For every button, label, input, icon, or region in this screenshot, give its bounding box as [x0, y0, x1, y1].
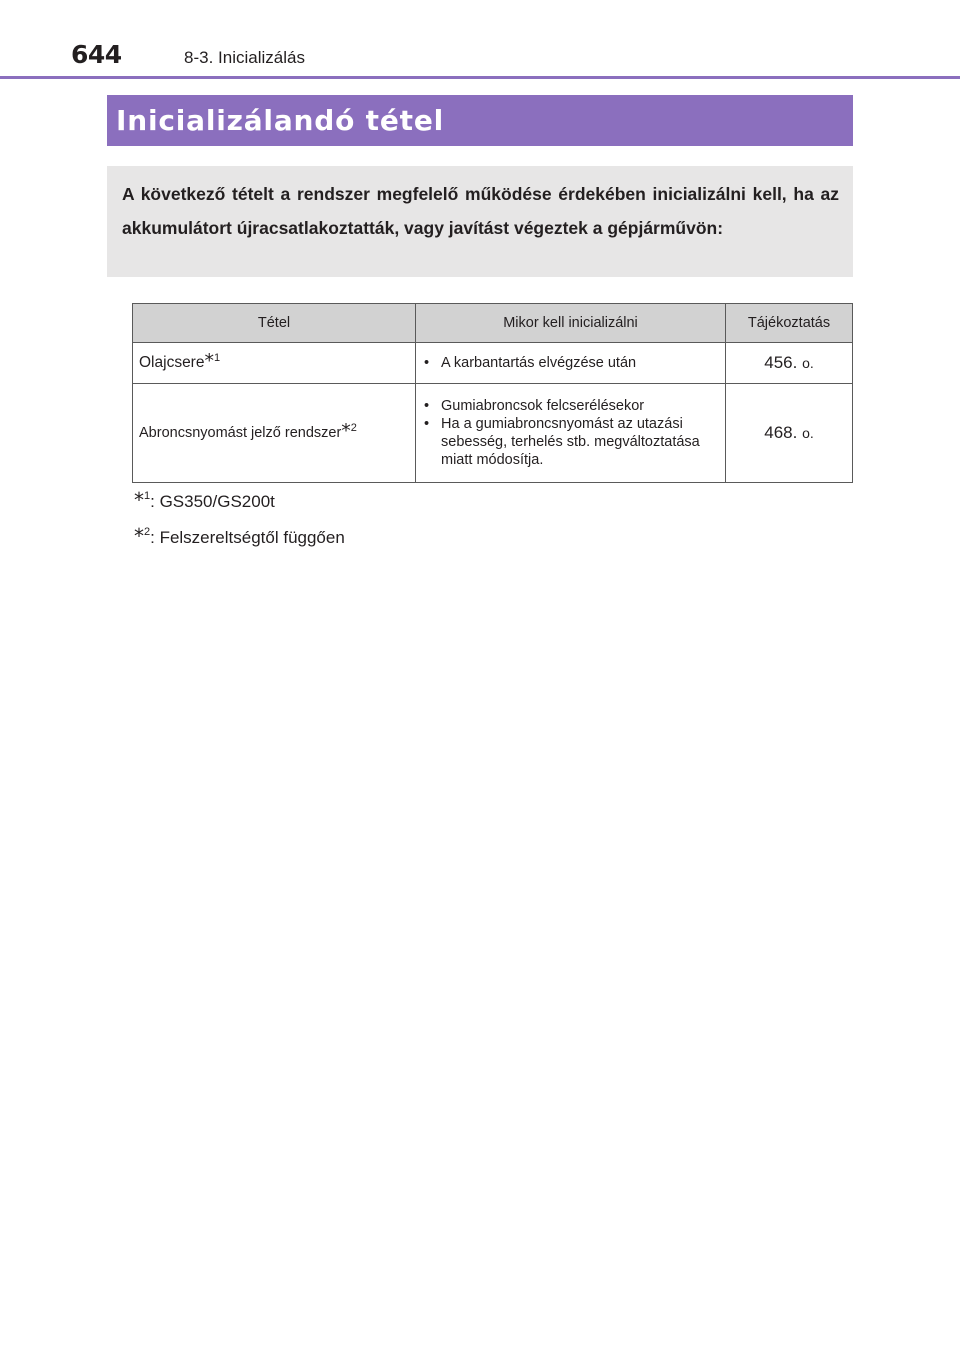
table-header-row: [133, 304, 853, 343]
list-item: • Ha a gumiabroncsnyomást az utazási sebesség, terhelés stb. megváltoztatása miatt módosítja.: [424, 415, 719, 469]
info-cell: [726, 384, 853, 483]
footnote-2: [134, 525, 345, 549]
intro-box: [107, 166, 853, 277]
footnote-text: : GS350/GS200t: [150, 492, 275, 511]
column-header-info: Tájékoztatás: [726, 304, 853, 343]
column-header-when: Mikor kell inicializálni: [416, 304, 726, 343]
item-cell: [133, 384, 416, 483]
section-title: Inicializálandó tétel: [116, 104, 445, 137]
item-label: Abroncsnyomást jelző rendszer: [139, 425, 342, 441]
footnote-ref: 1: [144, 490, 151, 502]
column-header-item: Tétel: [133, 304, 416, 343]
page-header: [0, 0, 960, 80]
header-rule: [0, 76, 960, 79]
footnote-star: *: [134, 488, 144, 512]
footnote-star: *: [341, 420, 351, 442]
table-row: [133, 343, 853, 384]
footnote-ref: 2: [350, 422, 357, 434]
footnote-ref: 1: [213, 352, 221, 364]
item-label: Olajcsere: [139, 354, 205, 371]
item-cell: [133, 343, 416, 384]
page-number: 644: [71, 40, 122, 69]
initialization-table: [132, 303, 853, 483]
table-row: [133, 384, 853, 483]
list-item: • A karbantartás elvégzése után: [424, 354, 719, 372]
when-list: [424, 397, 719, 469]
footnote-ref: 2: [144, 526, 151, 538]
when-cell: [416, 343, 726, 384]
chapter-title: 8-3. Inicializálás: [184, 48, 305, 67]
footnote-1: [134, 489, 275, 513]
page-unit: o.: [802, 355, 814, 371]
list-item: • Gumiabroncsok felcserélésekor: [424, 397, 719, 415]
section-title-bar: [107, 95, 853, 146]
page-unit: o.: [802, 425, 814, 441]
when-list: [424, 354, 719, 372]
info-cell: [726, 343, 853, 384]
page-reference: 468.: [764, 423, 798, 442]
intro-text: A következő tételt a rendszer megfelelő működése érdekében inicializálni kell, ha az akkumulátort újracsatlakoztatták, vagy javítást végeztek a gépjárművön:: [122, 184, 839, 238]
footnote-star: *: [134, 524, 144, 548]
when-cell: [416, 384, 726, 483]
page-reference: 456.: [764, 353, 798, 372]
footnote-star: *: [204, 350, 214, 372]
footnote-text: : Felszereltségtől függően: [150, 528, 345, 547]
